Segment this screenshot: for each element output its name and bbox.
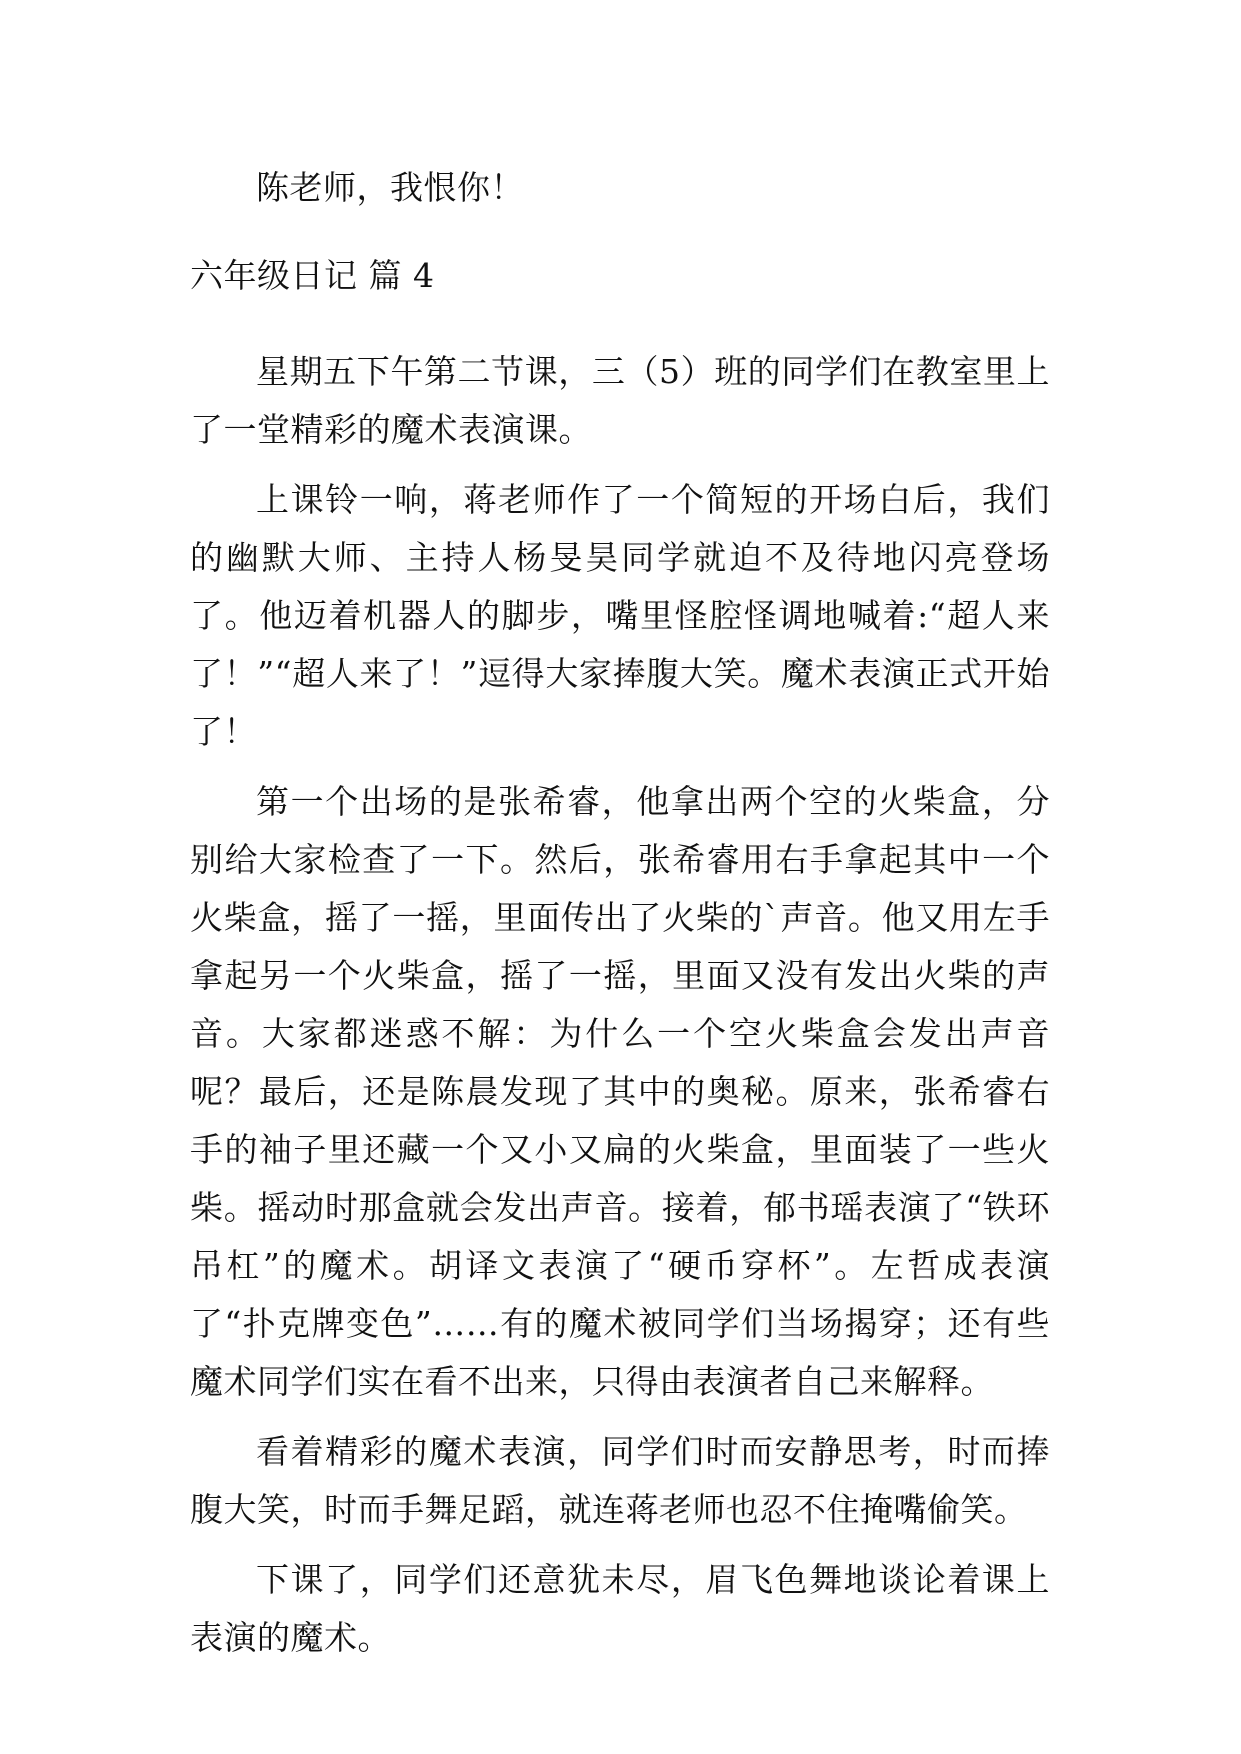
opening-line: 陈老师，我恨你！ <box>256 168 524 207</box>
section-title: 六年级日记 篇 4 <box>190 256 435 295</box>
paragraph: 星期五下午第二节课，三（5）班的同学们在教室里上了一堂精彩的魔术表演课。 <box>190 352 1050 449</box>
paragraph: 上课铃一响，蒋老师作了一个简短的开场白后，我们的幽默大师、主持人杨旻昊同学就迫不及待地闪亮登场了。他迈着机器人的脚步，嘴里怪腔怪调地喊着:“超人来了！”“超人来了！”逗得大家捧腹大笑。魔术表演正式开始了！ <box>190 480 1050 751</box>
paragraph: 看着精彩的魔术表演，同学们时而安静思考，时而捧腹大笑，时而手舞足蹈，就连蒋老师也忍不住掩嘴偷笑。 <box>190 1432 1050 1529</box>
paragraph: 第一个出场的是张希睿，他拿出两个空的火柴盒，分别给大家检查了一下。然后，张希睿用右手拿起其中一个火柴盒，摇了一摇，里面传出了火柴的`声音。他又用左手拿起另一个火柴盒，摇了一摇，里面又没有发出火柴的声音。大家都迷惑不解：为什么一个空火柴盒会发出声音呢？最后，还是陈晨发现了其中的奥秘。原来，张希睿右手的袖子里还藏一个又小又扁的火柴盒，里面装了一些火柴。摇动时那盒就会发出声音。接着，郁书瑶表演了“铁环吊杠”的魔术。胡译文表演了“硬币穿杯”。左哲成表演了“扑克牌变色”……有的魔术被同学们当场揭穿；还有些魔术同学们实在看不出来，只得由表演者自己来解释。 <box>190 782 1050 1401</box>
paragraph: 下课了，同学们还意犹未尽，眉飞色舞地谈论着课上表演的魔术。 <box>190 1560 1050 1657</box>
article-body <box>190 343 1050 1679</box>
